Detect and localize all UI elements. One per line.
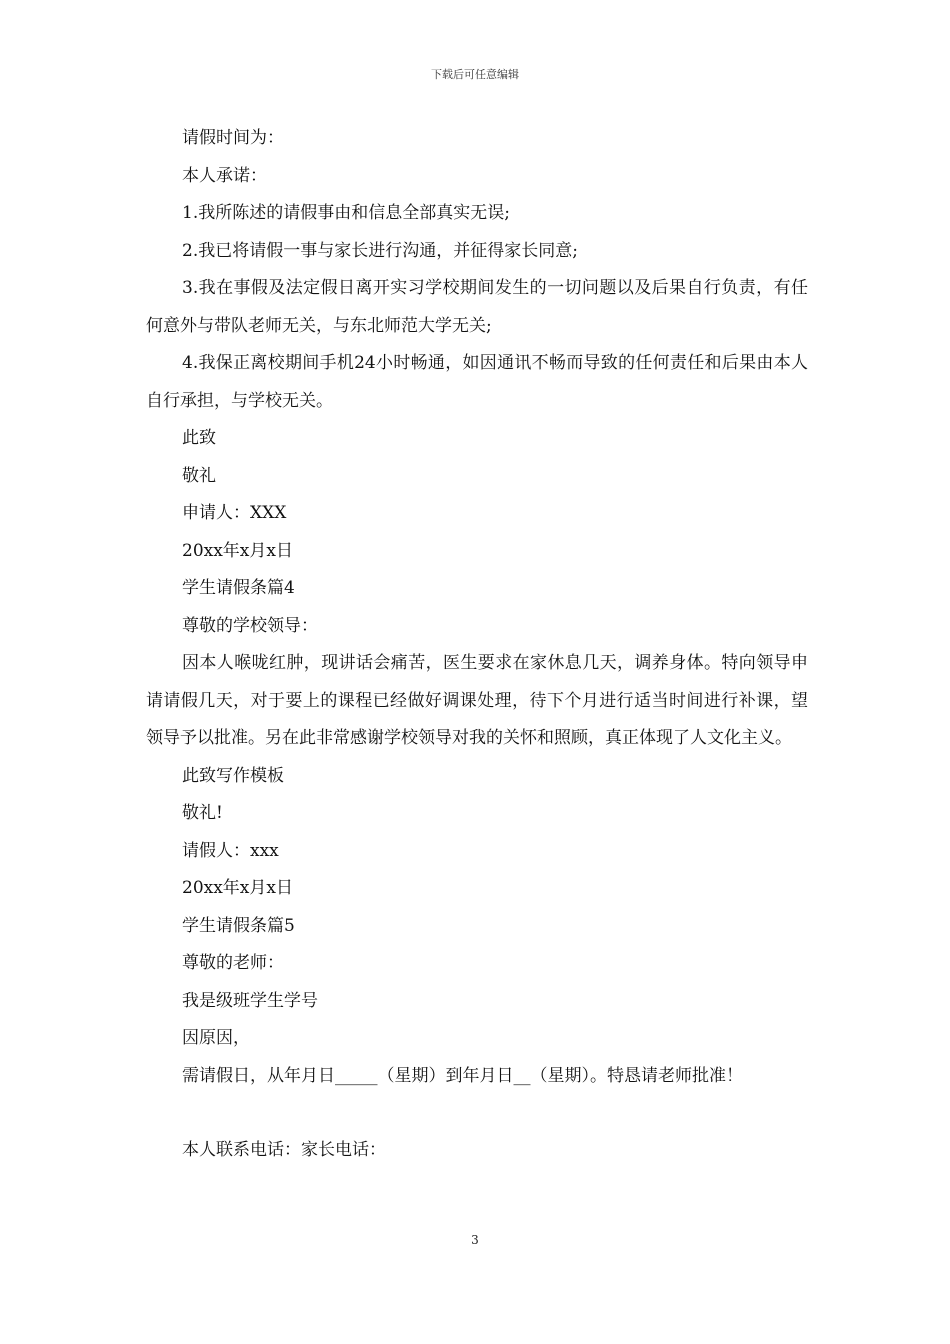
page-number: 3 [471, 1233, 479, 1247]
paragraph-requester: 请假人：xxx [182, 840, 279, 861]
paragraph-date-1: 20xx年x月x日 [182, 540, 293, 561]
paragraph-salute-2: 敬礼! [182, 803, 223, 823]
section-title-4: 学生请假条篇4 [182, 578, 295, 598]
paragraph-promise-2: 2.我已将请假一事与家长进行沟通，并征得家长同意; [182, 240, 578, 261]
page-header-note: 下载后可任意编辑 [431, 68, 519, 81]
paragraph-request-dates: 需请假日，从年月日_____（星期）到年月日__（星期）。特恳请老师批准！ [182, 1065, 743, 1086]
paragraph-date-2: 20xx年x月x日 [182, 878, 293, 898]
paragraph-reason: 因原因， [182, 1028, 250, 1048]
paragraph-greeting-4: 尊敬的学校领导： [182, 615, 318, 636]
paragraph-student-info: 我是级班学生学号 [182, 990, 318, 1011]
paragraph-closing-2: 此致写作模板 [182, 765, 284, 786]
paragraph-closing-1: 此致 [182, 428, 216, 448]
paragraph-promise-heading: 本人承诺： [182, 165, 267, 186]
paragraph-greeting-5: 尊敬的老师： [182, 953, 284, 973]
paragraph-promise-1: 1.我所陈述的请假事由和信息全部真实无误; [182, 203, 510, 223]
paragraph-contact: 本人联系电话：家长电话： [182, 1140, 386, 1160]
paragraph-salute-1: 敬礼 [182, 465, 216, 486]
document-body [146, 120, 808, 1170]
paragraph-applicant: 申请人：XXX [182, 503, 287, 523]
paragraph-promise-3: 3.我在事假及法定假日离开实习学校期间发生的一切问题以及后果自行负责，有任何意外与带队老师无关，与东北师范大学无关; [146, 278, 808, 336]
section-title-5: 学生请假条篇5 [182, 915, 295, 936]
blank-line [146, 1095, 808, 1132]
paragraph-body-4: 因本人喉咙红肿，现讲话会痛苦，医生要求在家休息几天，调养身体。特向领导申请请假几天，对于要上的课程已经做好调课处理，待下个月进行适当时间进行补课，望领导予以批准。另在此非常感谢学校领导对我的关怀和照顾，真正体现了人文化主义。 [146, 653, 808, 748]
paragraph-leave-time: 请假时间为： [182, 128, 284, 148]
paragraph-promise-4: 4.我保正离校期间手机24小时畅通，如因通讯不畅而导致的任何责任和后果由本人自行承担，与学校无关。 [146, 353, 808, 411]
